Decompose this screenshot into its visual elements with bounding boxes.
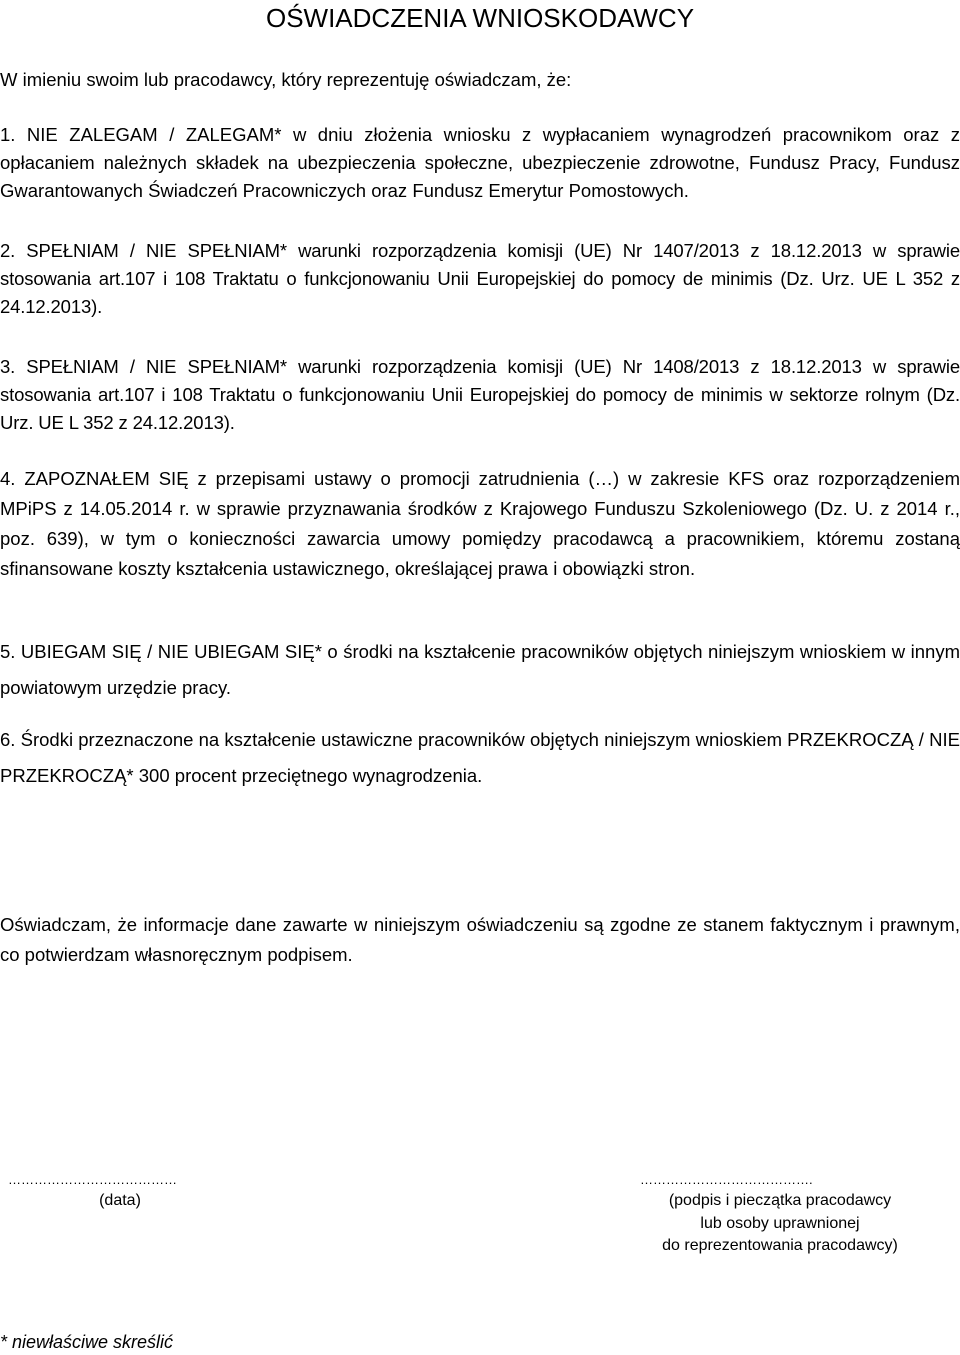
- signature-label-line-1: (podpis i pieczątka pracodawcy: [668, 1192, 892, 1209]
- signature-label-line-3: do reprezentowania pracodawcy): [662, 1237, 898, 1254]
- intro-text: W imieniu swoim lub pracodawcy, który reprezentuję oświadczam, że:: [0, 69, 572, 90]
- clause-3: 3. SPEŁNIAM / NIE SPEŁNIAM* warunki rozporządzenia komisji (UE) Nr 1408/2013 z 18.12.2013 w sprawie stosowania art.107 i 108 Traktatu o funkcjonowaniu Unii Europejskiej do pomocy de minimis w sektorze rolnym (Dz. Urz. UE L 352 z 24.12.2013).: [0, 356, 960, 433]
- footnote: * niewłaściwe skreślić: [0, 1332, 174, 1352]
- signature-dotted-line: ………………………………….: [640, 1172, 813, 1187]
- page-title: OŚWIADCZENIA WNIOSKODAWCY: [265, 3, 695, 33]
- clause-1: 1. NIE ZALEGAM / ZALEGAM* w dniu złożenia wniosku z wypłacaniem wynagrodzeń pracownikom oraz z opłacaniem należnych składek na ubezpieczenia społeczne, ubezpieczenie zdrowotne, Fundusz Pracy, Fundusz Gwarantowanych Świadczeń Pracowniczych oraz Fundusz Emerytur Pomostowych.: [0, 124, 960, 201]
- date-signature-block: [0, 1172, 240, 1213]
- employer-signature-block: [630, 1172, 930, 1258]
- clause-5: 5. UBIEGAM SIĘ / NIE UBIEGAM SIĘ* o środki na kształcenie pracowników objętych niniejszym wnioskiem w innym powiatowym urzędzie pracy.: [0, 641, 960, 698]
- clause-6: 6. Środki przeznaczone na kształcenie ustawiczne pracowników objętych niniejszym wnioskiem PRZEKROCZĄ / NIE PRZEKROCZĄ* 300 procent przeciętnego wynagrodzenia.: [0, 729, 960, 786]
- date-label: (data): [99, 1192, 141, 1209]
- closing-statement: Oświadczam, że informacje dane zawarte w niniejszym oświadczeniu są zgodne ze stanem faktycznym i prawnym, co potwierdzam własnoręcznym podpisem.: [0, 914, 960, 965]
- clause-4: 4. ZAPOZNAŁEM SIĘ z przepisami ustawy o promocji zatrudnienia (…) w zakresie KFS oraz rozporządzeniem MPiPS z 14.05.2014 r. w sprawie przyznawania środków z Krajowego Funduszu Szkoleniowego (Dz. U. z 2014 r., poz. 639), w tym o konieczności zawarcia umowy pomiędzy pracodawcą a pracownikiem, któremu zostaną sfinansowane koszty kształcenia ustawicznego, określającej prawa i obowiązki stron.: [0, 468, 960, 579]
- date-dotted-line: …………………………………: [8, 1172, 177, 1187]
- signature-label-line-2: lub osoby uprawnionej: [700, 1214, 860, 1232]
- clause-2: 2. SPEŁNIAM / NIE SPEŁNIAM* warunki rozporządzenia komisji (UE) Nr 1407/2013 z 18.12.2013 w sprawie stosowania art.107 i 108 Traktatu o funkcjonowaniu Unii Europejskiej do pomocy de minimis (Dz. Urz. UE L 352 z 24.12.2013).: [0, 240, 960, 317]
